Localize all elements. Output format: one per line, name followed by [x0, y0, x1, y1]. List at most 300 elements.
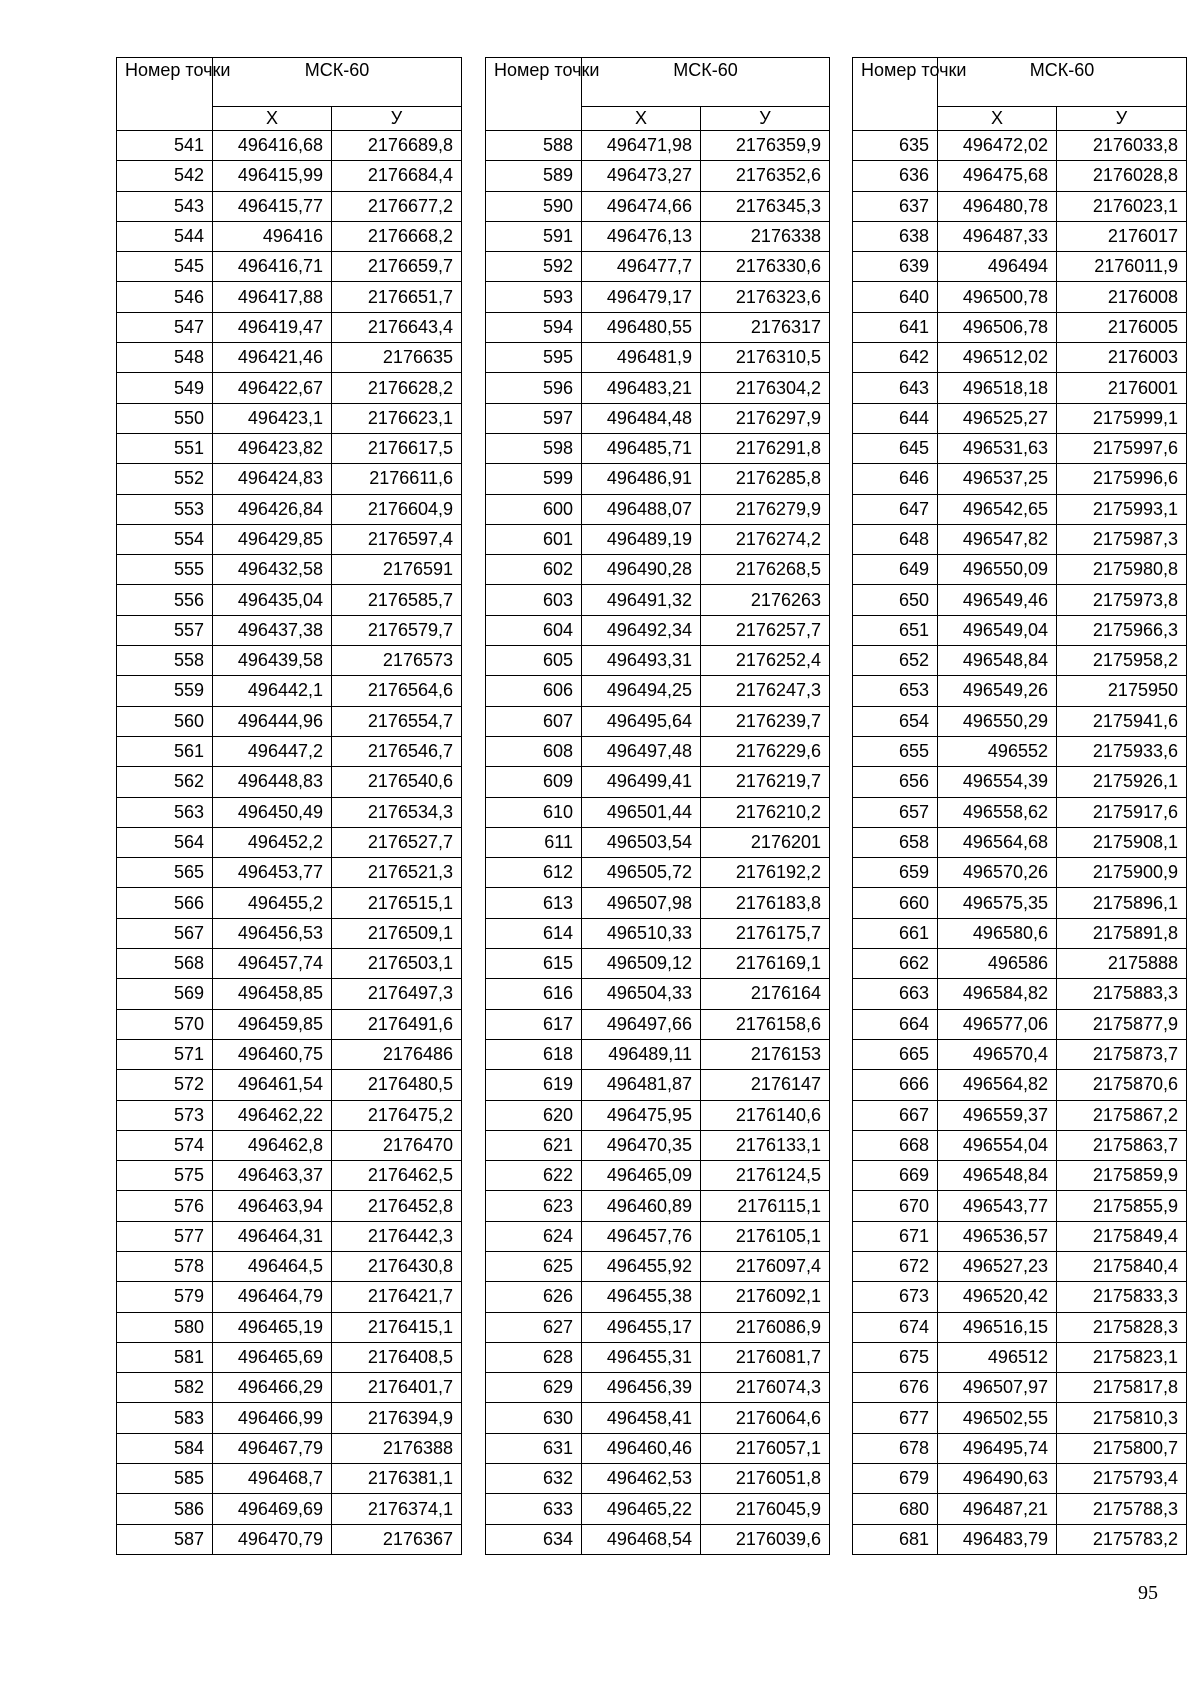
y-coordinate-cell: 2176430,8 [332, 1251, 462, 1281]
x-coordinate-cell: 496453,77 [213, 858, 332, 888]
table-row [853, 1312, 1187, 1342]
point-number-cell: 663 [853, 979, 938, 1009]
y-coordinate-cell: 2176546,7 [332, 736, 462, 766]
table-row [117, 1009, 462, 1039]
point-number-cell: 572 [117, 1070, 213, 1100]
x-coordinate-cell: 496460,89 [582, 1191, 701, 1221]
table-row [486, 1524, 830, 1554]
table-row [486, 1373, 830, 1403]
table-row [486, 1403, 830, 1433]
point-number-cell: 664 [853, 1009, 938, 1039]
y-coordinate-cell: 2176033,8 [1057, 131, 1187, 161]
x-coordinate-cell: 496552 [938, 736, 1057, 766]
point-number-cell: 677 [853, 1403, 938, 1433]
point-number-cell: 626 [486, 1282, 582, 1312]
table-row [853, 1161, 1187, 1191]
point-number-cell: 580 [117, 1312, 213, 1342]
x-coordinate-cell: 496474,66 [582, 191, 701, 221]
point-number-cell: 649 [853, 555, 938, 585]
x-coordinate-cell: 496464,31 [213, 1221, 332, 1251]
x-coordinate-cell: 496554,39 [938, 767, 1057, 797]
point-number-cell: 680 [853, 1494, 938, 1524]
y-coordinate-cell: 2175891,8 [1057, 918, 1187, 948]
y-coordinate-cell: 2175966,3 [1057, 615, 1187, 645]
point-number-cell: 632 [486, 1464, 582, 1494]
x-column-header: Х [938, 107, 1057, 131]
table-row [486, 888, 830, 918]
point-number-cell: 588 [486, 131, 582, 161]
y-coordinate-cell: 2175867,2 [1057, 1100, 1187, 1130]
y-coordinate-cell: 2176175,7 [701, 918, 830, 948]
x-coordinate-cell: 496558,62 [938, 797, 1057, 827]
table-row [853, 161, 1187, 191]
table-row [486, 1494, 830, 1524]
x-coordinate-cell: 496510,33 [582, 918, 701, 948]
table-row [853, 433, 1187, 463]
table-row [117, 555, 462, 585]
x-coordinate-cell: 496580,6 [938, 918, 1057, 948]
point-number-cell: 597 [486, 403, 582, 433]
x-coordinate-cell: 496531,63 [938, 433, 1057, 463]
x-coordinate-cell: 496495,64 [582, 706, 701, 736]
table-row [117, 979, 462, 1009]
x-coordinate-cell: 496481,9 [582, 343, 701, 373]
point-number-cell: 611 [486, 827, 582, 857]
point-number-cell: 568 [117, 949, 213, 979]
x-coordinate-cell: 496464,5 [213, 1251, 332, 1281]
y-coordinate-cell: 2176210,2 [701, 797, 830, 827]
x-coordinate-cell: 496475,68 [938, 161, 1057, 191]
table-row [117, 524, 462, 554]
y-coordinate-cell: 2176611,6 [332, 464, 462, 494]
table-row [117, 282, 462, 312]
point-number-cell: 624 [486, 1221, 582, 1251]
x-coordinate-cell: 496495,74 [938, 1433, 1057, 1463]
y-coordinate-cell: 2176158,6 [701, 1009, 830, 1039]
y-coordinate-cell: 2175810,3 [1057, 1403, 1187, 1433]
x-coordinate-cell: 496507,98 [582, 888, 701, 918]
x-coordinate-cell: 496462,53 [582, 1464, 701, 1494]
y-coordinate-cell: 2175793,4 [1057, 1464, 1187, 1494]
x-coordinate-cell: 496419,47 [213, 312, 332, 342]
table-row [853, 373, 1187, 403]
x-coordinate-cell: 496577,06 [938, 1009, 1057, 1039]
coordinates-table-body [486, 131, 830, 1555]
table-row [117, 464, 462, 494]
table-row [853, 1191, 1187, 1221]
table-row [117, 252, 462, 282]
point-number-cell: 609 [486, 767, 582, 797]
y-coordinate-cell: 2176140,6 [701, 1100, 830, 1130]
y-coordinate-cell: 2176659,7 [332, 252, 462, 282]
y-coordinate-cell: 2176023,1 [1057, 191, 1187, 221]
x-coordinate-cell: 496516,15 [938, 1312, 1057, 1342]
table-row [486, 1312, 830, 1342]
table-row [853, 1373, 1187, 1403]
point-number-cell: 604 [486, 615, 582, 645]
point-number-cell: 631 [486, 1433, 582, 1463]
x-coordinate-cell: 496550,09 [938, 555, 1057, 585]
point-number-cell: 641 [853, 312, 938, 342]
y-coordinate-cell: 2175973,8 [1057, 585, 1187, 615]
y-coordinate-cell: 2175941,6 [1057, 706, 1187, 736]
point-number-cell: 600 [486, 494, 582, 524]
y-coordinate-cell: 2176147 [701, 1070, 830, 1100]
table-row [117, 949, 462, 979]
table-row [486, 646, 830, 676]
x-coordinate-cell: 496463,94 [213, 1191, 332, 1221]
y-coordinate-cell: 2176689,8 [332, 131, 462, 161]
table-row [853, 615, 1187, 645]
point-number-cell: 662 [853, 949, 938, 979]
x-coordinate-cell: 496455,92 [582, 1251, 701, 1281]
point-number-cell: 678 [853, 1433, 938, 1463]
y-coordinate-cell: 2176515,1 [332, 888, 462, 918]
y-coordinate-cell: 2176421,7 [332, 1282, 462, 1312]
table-row [853, 1251, 1187, 1281]
x-coordinate-cell: 496424,83 [213, 464, 332, 494]
table-row [853, 1342, 1187, 1372]
x-coordinate-cell: 496527,23 [938, 1251, 1057, 1281]
table-row [486, 373, 830, 403]
table-row [486, 1130, 830, 1160]
y-coordinate-cell: 2176442,3 [332, 1221, 462, 1251]
x-coordinate-cell: 496497,66 [582, 1009, 701, 1039]
table-row [853, 494, 1187, 524]
x-column-header: Х [213, 107, 332, 131]
x-coordinate-cell: 496423,1 [213, 403, 332, 433]
x-coordinate-cell: 496457,74 [213, 949, 332, 979]
x-coordinate-cell: 496462,22 [213, 1100, 332, 1130]
x-coordinate-cell: 496488,07 [582, 494, 701, 524]
point-number-cell: 657 [853, 797, 938, 827]
point-number-cell: 594 [486, 312, 582, 342]
point-number-cell: 570 [117, 1009, 213, 1039]
y-coordinate-cell: 2176064,6 [701, 1403, 830, 1433]
x-coordinate-cell: 496481,87 [582, 1070, 701, 1100]
point-number-cell: 654 [853, 706, 938, 736]
y-coordinate-cell: 2176304,2 [701, 373, 830, 403]
point-number-cell: 599 [486, 464, 582, 494]
x-coordinate-cell: 496455,38 [582, 1282, 701, 1312]
table-row [117, 1524, 462, 1554]
x-coordinate-cell: 496548,84 [938, 1161, 1057, 1191]
table-row [486, 161, 830, 191]
point-number-cell: 623 [486, 1191, 582, 1221]
table-row [853, 1009, 1187, 1039]
x-coordinate-cell: 496487,33 [938, 221, 1057, 251]
point-number-cell: 669 [853, 1161, 938, 1191]
y-coordinate-cell: 2176247,3 [701, 676, 830, 706]
point-number-header: Номер точки [486, 58, 582, 131]
point-number-cell: 586 [117, 1494, 213, 1524]
x-coordinate-cell: 496462,8 [213, 1130, 332, 1160]
x-coordinate-cell: 496467,79 [213, 1433, 332, 1463]
table-row [117, 1161, 462, 1191]
x-coordinate-cell: 496490,63 [938, 1464, 1057, 1494]
table-row [486, 1161, 830, 1191]
y-coordinate-cell: 2176074,3 [701, 1373, 830, 1403]
table-row [853, 252, 1187, 282]
point-number-cell: 545 [117, 252, 213, 282]
y-coordinate-cell: 2176153 [701, 1039, 830, 1069]
point-number-cell: 547 [117, 312, 213, 342]
coordinates-table-2 [485, 57, 830, 1555]
point-number-cell: 564 [117, 827, 213, 857]
table-row [117, 433, 462, 463]
x-coordinate-cell: 496512 [938, 1342, 1057, 1372]
table-row [117, 1403, 462, 1433]
x-coordinate-cell: 496426,84 [213, 494, 332, 524]
x-coordinate-cell: 496423,82 [213, 433, 332, 463]
point-number-cell: 650 [853, 585, 938, 615]
y-coordinate-cell: 2176338 [701, 221, 830, 251]
point-number-cell: 679 [853, 1464, 938, 1494]
x-coordinate-cell: 496570,26 [938, 858, 1057, 888]
y-coordinate-cell: 2176017 [1057, 221, 1187, 251]
point-number-cell: 567 [117, 918, 213, 948]
table-row [853, 464, 1187, 494]
y-coordinate-cell: 2176462,5 [332, 1161, 462, 1191]
point-number-cell: 541 [117, 131, 213, 161]
point-number-cell: 613 [486, 888, 582, 918]
x-coordinate-cell: 496503,54 [582, 827, 701, 857]
y-coordinate-cell: 2176039,6 [701, 1524, 830, 1554]
x-coordinate-cell: 496554,04 [938, 1130, 1057, 1160]
table-row [853, 1039, 1187, 1069]
x-coordinate-cell: 496469,69 [213, 1494, 332, 1524]
point-number-cell: 591 [486, 221, 582, 251]
table-row [117, 161, 462, 191]
y-coordinate-cell: 2176005 [1057, 312, 1187, 342]
y-coordinate-cell: 2176257,7 [701, 615, 830, 645]
table-row [117, 615, 462, 645]
y-coordinate-cell: 2175997,6 [1057, 433, 1187, 463]
point-number-cell: 615 [486, 949, 582, 979]
table-row [117, 1070, 462, 1100]
x-coordinate-cell: 496520,42 [938, 1282, 1057, 1312]
point-number-cell: 556 [117, 585, 213, 615]
x-coordinate-cell: 496468,7 [213, 1464, 332, 1494]
x-coordinate-cell: 496447,2 [213, 736, 332, 766]
point-number-cell: 585 [117, 1464, 213, 1494]
table-row [117, 1312, 462, 1342]
x-coordinate-cell: 496465,22 [582, 1494, 701, 1524]
y-coordinate-cell: 2175863,7 [1057, 1130, 1187, 1160]
point-number-cell: 581 [117, 1342, 213, 1372]
x-coordinate-cell: 496479,17 [582, 282, 701, 312]
coordinate-system-header: МСК-60 [582, 58, 830, 107]
table-row [486, 1191, 830, 1221]
y-coordinate-cell: 2175908,1 [1057, 827, 1187, 857]
y-column-header: У [701, 107, 830, 131]
y-coordinate-cell: 2176651,7 [332, 282, 462, 312]
y-coordinate-cell: 2176115,1 [701, 1191, 830, 1221]
point-number-cell: 595 [486, 343, 582, 373]
x-coordinate-cell: 496494 [938, 252, 1057, 282]
y-coordinate-cell: 2176452,8 [332, 1191, 462, 1221]
point-number-cell: 578 [117, 1251, 213, 1281]
y-coordinate-cell: 2176057,1 [701, 1433, 830, 1463]
table-row [117, 191, 462, 221]
table-row [853, 949, 1187, 979]
table-row [853, 191, 1187, 221]
y-coordinate-cell: 2176486 [332, 1039, 462, 1069]
table-row [486, 736, 830, 766]
x-coordinate-cell: 496456,53 [213, 918, 332, 948]
y-coordinate-cell: 2176219,7 [701, 767, 830, 797]
table-row [486, 827, 830, 857]
y-coordinate-cell: 2176008 [1057, 282, 1187, 312]
x-coordinate-cell: 496489,11 [582, 1039, 701, 1069]
table-row [486, 706, 830, 736]
y-coordinate-cell: 2176001 [1057, 373, 1187, 403]
point-number-cell: 625 [486, 1251, 582, 1281]
x-coordinate-cell: 496455,31 [582, 1342, 701, 1372]
table-row [853, 1130, 1187, 1160]
y-coordinate-cell: 2176564,6 [332, 676, 462, 706]
table-row [486, 767, 830, 797]
point-number-cell: 575 [117, 1161, 213, 1191]
table-row [486, 615, 830, 645]
table-row [853, 343, 1187, 373]
point-number-cell: 606 [486, 676, 582, 706]
x-coordinate-cell: 496504,33 [582, 979, 701, 1009]
y-coordinate-cell: 2176668,2 [332, 221, 462, 251]
table-row [117, 1373, 462, 1403]
point-number-cell: 555 [117, 555, 213, 585]
y-coordinate-cell: 2176503,1 [332, 949, 462, 979]
y-coordinate-cell: 2175896,1 [1057, 888, 1187, 918]
point-number-cell: 610 [486, 797, 582, 827]
point-number-cell: 616 [486, 979, 582, 1009]
point-number-cell: 590 [486, 191, 582, 221]
y-coordinate-cell: 2176597,4 [332, 524, 462, 554]
point-number-cell: 647 [853, 494, 938, 524]
x-coordinate-cell: 496506,78 [938, 312, 1057, 342]
x-coordinate-cell: 496458,85 [213, 979, 332, 1009]
point-number-cell: 583 [117, 1403, 213, 1433]
point-number-cell: 553 [117, 494, 213, 524]
point-number-cell: 628 [486, 1342, 582, 1372]
y-coordinate-cell: 2175883,3 [1057, 979, 1187, 1009]
y-coordinate-cell: 2175926,1 [1057, 767, 1187, 797]
table-row [117, 1464, 462, 1494]
x-coordinate-cell: 496448,83 [213, 767, 332, 797]
point-number-cell: 576 [117, 1191, 213, 1221]
point-number-cell: 565 [117, 858, 213, 888]
table-row [117, 858, 462, 888]
point-number-header: Номер точки [853, 58, 938, 131]
table-row [853, 646, 1187, 676]
y-coordinate-cell: 2176297,9 [701, 403, 830, 433]
y-coordinate-cell: 2176374,1 [332, 1494, 462, 1524]
point-number-cell: 577 [117, 1221, 213, 1251]
y-coordinate-cell: 2175877,9 [1057, 1009, 1187, 1039]
point-number-cell: 549 [117, 373, 213, 403]
y-coordinate-cell: 2176585,7 [332, 585, 462, 615]
x-coordinate-cell: 496466,99 [213, 1403, 332, 1433]
y-coordinate-cell: 2176684,4 [332, 161, 462, 191]
point-number-cell: 653 [853, 676, 938, 706]
y-coordinate-cell: 2176470 [332, 1130, 462, 1160]
x-coordinate-cell: 496458,41 [582, 1403, 701, 1433]
point-number-cell: 681 [853, 1524, 938, 1554]
point-number-cell: 639 [853, 252, 938, 282]
x-coordinate-cell: 496465,69 [213, 1342, 332, 1372]
point-number-cell: 651 [853, 615, 938, 645]
x-coordinate-cell: 496489,19 [582, 524, 701, 554]
x-coordinate-cell: 496491,32 [582, 585, 701, 615]
x-coordinate-cell: 496471,98 [582, 131, 701, 161]
x-coordinate-cell: 496416 [213, 221, 332, 251]
point-number-cell: 552 [117, 464, 213, 494]
table-row [117, 646, 462, 676]
x-coordinate-cell: 496548,84 [938, 646, 1057, 676]
point-number-cell: 656 [853, 767, 938, 797]
y-coordinate-cell: 2175783,2 [1057, 1524, 1187, 1554]
x-coordinate-cell: 496536,57 [938, 1221, 1057, 1251]
table-row [853, 1494, 1187, 1524]
point-number-cell: 605 [486, 646, 582, 676]
x-coordinate-cell: 496486,91 [582, 464, 701, 494]
x-coordinate-cell: 496549,04 [938, 615, 1057, 645]
x-coordinate-cell: 496483,79 [938, 1524, 1057, 1554]
x-coordinate-cell: 496417,88 [213, 282, 332, 312]
point-number-cell: 617 [486, 1009, 582, 1039]
x-coordinate-cell: 496500,78 [938, 282, 1057, 312]
y-coordinate-cell: 2176310,5 [701, 343, 830, 373]
x-coordinate-cell: 496442,1 [213, 676, 332, 706]
table-row [117, 1251, 462, 1281]
y-coordinate-cell: 2175800,7 [1057, 1433, 1187, 1463]
y-coordinate-cell: 2175873,7 [1057, 1039, 1187, 1069]
y-coordinate-cell: 2176105,1 [701, 1221, 830, 1251]
y-coordinate-cell: 2176051,8 [701, 1464, 830, 1494]
table-row [486, 433, 830, 463]
x-coordinate-cell: 496444,96 [213, 706, 332, 736]
point-number-cell: 543 [117, 191, 213, 221]
point-number-cell: 542 [117, 161, 213, 191]
point-number-cell: 622 [486, 1161, 582, 1191]
table-row [117, 1433, 462, 1463]
x-coordinate-cell: 496455,17 [582, 1312, 701, 1342]
table-row [853, 555, 1187, 585]
x-coordinate-cell: 496429,85 [213, 524, 332, 554]
y-coordinate-cell: 2176540,6 [332, 767, 462, 797]
x-coordinate-cell: 496499,41 [582, 767, 701, 797]
x-coordinate-cell: 496472,02 [938, 131, 1057, 161]
point-number-cell: 619 [486, 1070, 582, 1100]
x-coordinate-cell: 496483,21 [582, 373, 701, 403]
point-number-cell: 672 [853, 1251, 938, 1281]
point-number-cell: 562 [117, 767, 213, 797]
y-coordinate-cell: 2176352,6 [701, 161, 830, 191]
point-number-cell: 554 [117, 524, 213, 554]
table-row [853, 676, 1187, 706]
y-coordinate-cell: 2175859,9 [1057, 1161, 1187, 1191]
point-number-cell: 634 [486, 1524, 582, 1554]
x-coordinate-cell: 496439,58 [213, 646, 332, 676]
point-number-cell: 655 [853, 736, 938, 766]
y-coordinate-cell: 2176388 [332, 1433, 462, 1463]
x-coordinate-cell: 496501,44 [582, 797, 701, 827]
point-number-header: Номер точки [117, 58, 213, 131]
y-coordinate-cell: 2176274,2 [701, 524, 830, 554]
y-coordinate-cell: 2175817,8 [1057, 1373, 1187, 1403]
table-row [486, 1009, 830, 1039]
x-coordinate-cell: 496421,46 [213, 343, 332, 373]
